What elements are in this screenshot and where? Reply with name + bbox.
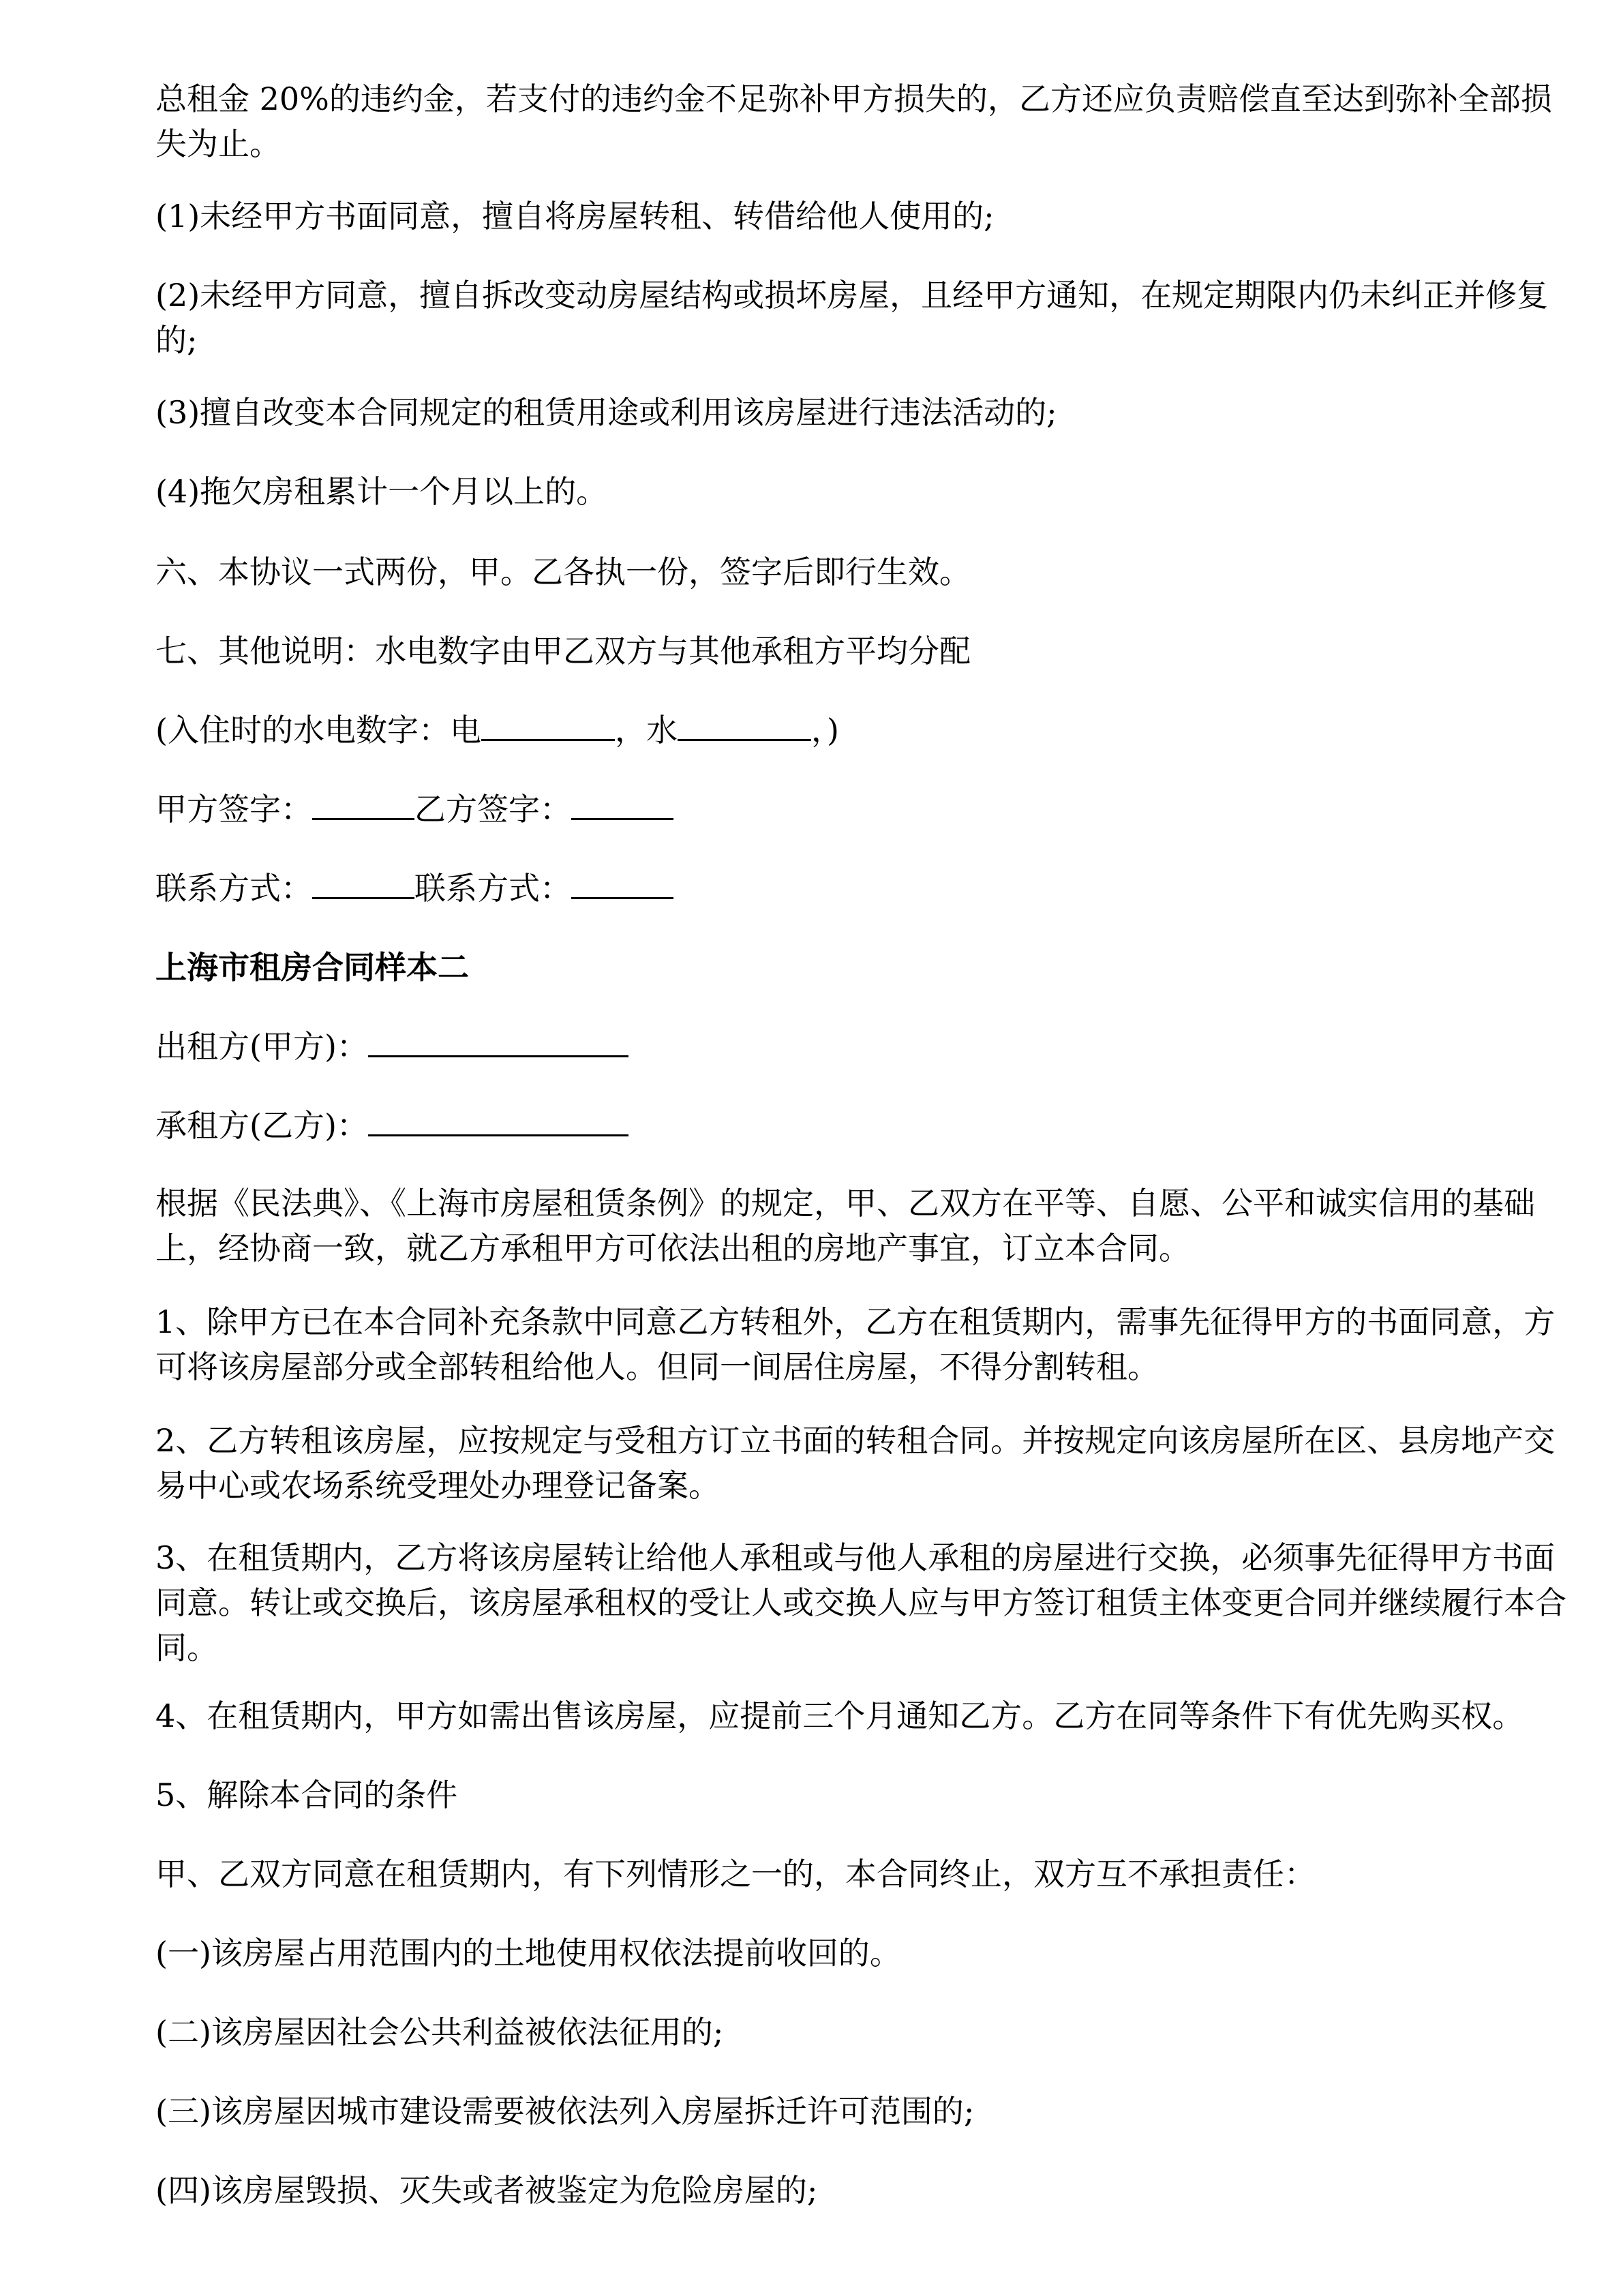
termination-item-2: (二)该房屋因社会公共利益被依法征用的; <box>155 2014 724 2051</box>
electricity-blank[interactable] <box>481 712 615 741</box>
article-2: 2、乙方转租该房屋，应按规定与受租方订立书面的转租合同。并按规定向该房屋所在区、县房地产交易中心或农场系统受理处办理登记备案。 <box>155 1422 1556 1504</box>
meter-prefix: (入住时的水电数字：电 <box>155 712 481 749</box>
party-b-signature-label: 乙方签字： <box>414 791 571 828</box>
termination-item-3: (三)该房屋因城市建设需要被依法列入房屋拆迁许可范围的; <box>155 2093 975 2130</box>
party-b-contact-label: 联系方式： <box>414 870 571 907</box>
termination-item-1: (一)该房屋占用范围内的土地使用权依法提前收回的。 <box>155 1935 901 1972</box>
paragraph-penalty: 总租金 20%的违约金，若支付的违约金不足弥补甲方损失的，乙方还应负责赔偿直至达到弥补全部损失为止。 <box>155 80 1552 162</box>
party-b-contact-blank[interactable] <box>571 870 673 899</box>
article-5-heading: 5、解除本合同的条件 <box>155 1777 458 1813</box>
lessee-label: 承租方(乙方)： <box>155 1107 368 1144</box>
article-1: 1、除甲方已在本合同补充条款中同意乙方转租外，乙方在租赁期内，需事先征得甲方的书面同意，方可将该房屋部分或全部转租给他人。但同一间居住房屋，不得分割转租。 <box>155 1303 1556 1385</box>
party-b-signature-blank[interactable] <box>571 791 673 820</box>
clause-4: (4)拖欠房租累计一个月以上的。 <box>155 473 608 510</box>
lessor-label: 出租方(甲方)： <box>155 1028 368 1065</box>
party-a-contact-label: 联系方式： <box>155 870 312 907</box>
meter-suffix: ，) <box>810 712 839 749</box>
article-4: 4、在租赁期内，甲方如需出售该房屋，应提前三个月通知乙方。乙方在同等条件下有优先购买权。 <box>155 1697 1524 1734</box>
party-a-signature-label: 甲方签字： <box>155 791 312 828</box>
preamble: 根据《民法典》、《上海市房屋租赁条例》的规定，甲、乙双方在平等、自愿、公平和诚实信用的基础上，经协商一致，就乙方承租甲方可依法出租的房地产事宜，订立本合同。 <box>155 1185 1535 1267</box>
lessee-line <box>155 1103 1573 1148</box>
clause-3: (3)擅自改变本合同规定的租赁用途或利用该房屋进行违法活动的; <box>155 394 1057 431</box>
party-a-signature-blank[interactable] <box>312 791 414 820</box>
section-title: 上海市租房合同样本二 <box>155 949 469 986</box>
signature-line <box>155 787 1573 832</box>
article-3: 3、在租赁期内，乙方将该房屋转让给他人承租或与他人承租的房屋进行交换，必须事先征得甲方书面同意。转让或交换后，该房屋承租权的受让人或交换人应与甲方签订租赁主体变更合同并继续履行本合同。 <box>155 1539 1566 1666</box>
clause-1: (1)未经甲方书面同意，擅自将房屋转租、转借给他人使用的; <box>155 198 995 235</box>
party-a-contact-blank[interactable] <box>312 870 414 899</box>
lessee-blank[interactable] <box>368 1107 628 1136</box>
lessor-blank[interactable] <box>368 1028 628 1057</box>
section-seven: 七、其他说明：水电数字由甲乙双方与其他承租方平均分配 <box>155 633 971 669</box>
termination-item-4: (四)该房屋毁损、灭失或者被鉴定为危险房屋的; <box>155 2172 818 2209</box>
lessor-line <box>155 1024 1573 1069</box>
clause-2: (2)未经甲方同意，擅自拆改变动房屋结构或损坏房屋，且经甲方通知，在规定期限内仍未纠正并修复的; <box>155 277 1549 359</box>
termination-intro: 甲、乙双方同意在租赁期内，有下列情形之一的，本合同终止，双方互不承担责任： <box>155 1856 1316 1892</box>
water-blank[interactable] <box>678 712 811 741</box>
meter-reading-line <box>155 708 1573 753</box>
meter-mid: ，水 <box>614 712 678 749</box>
section-six: 六、本协议一式两份，甲。乙各执一份，签字后即行生效。 <box>155 554 971 590</box>
contact-line <box>155 866 1573 911</box>
